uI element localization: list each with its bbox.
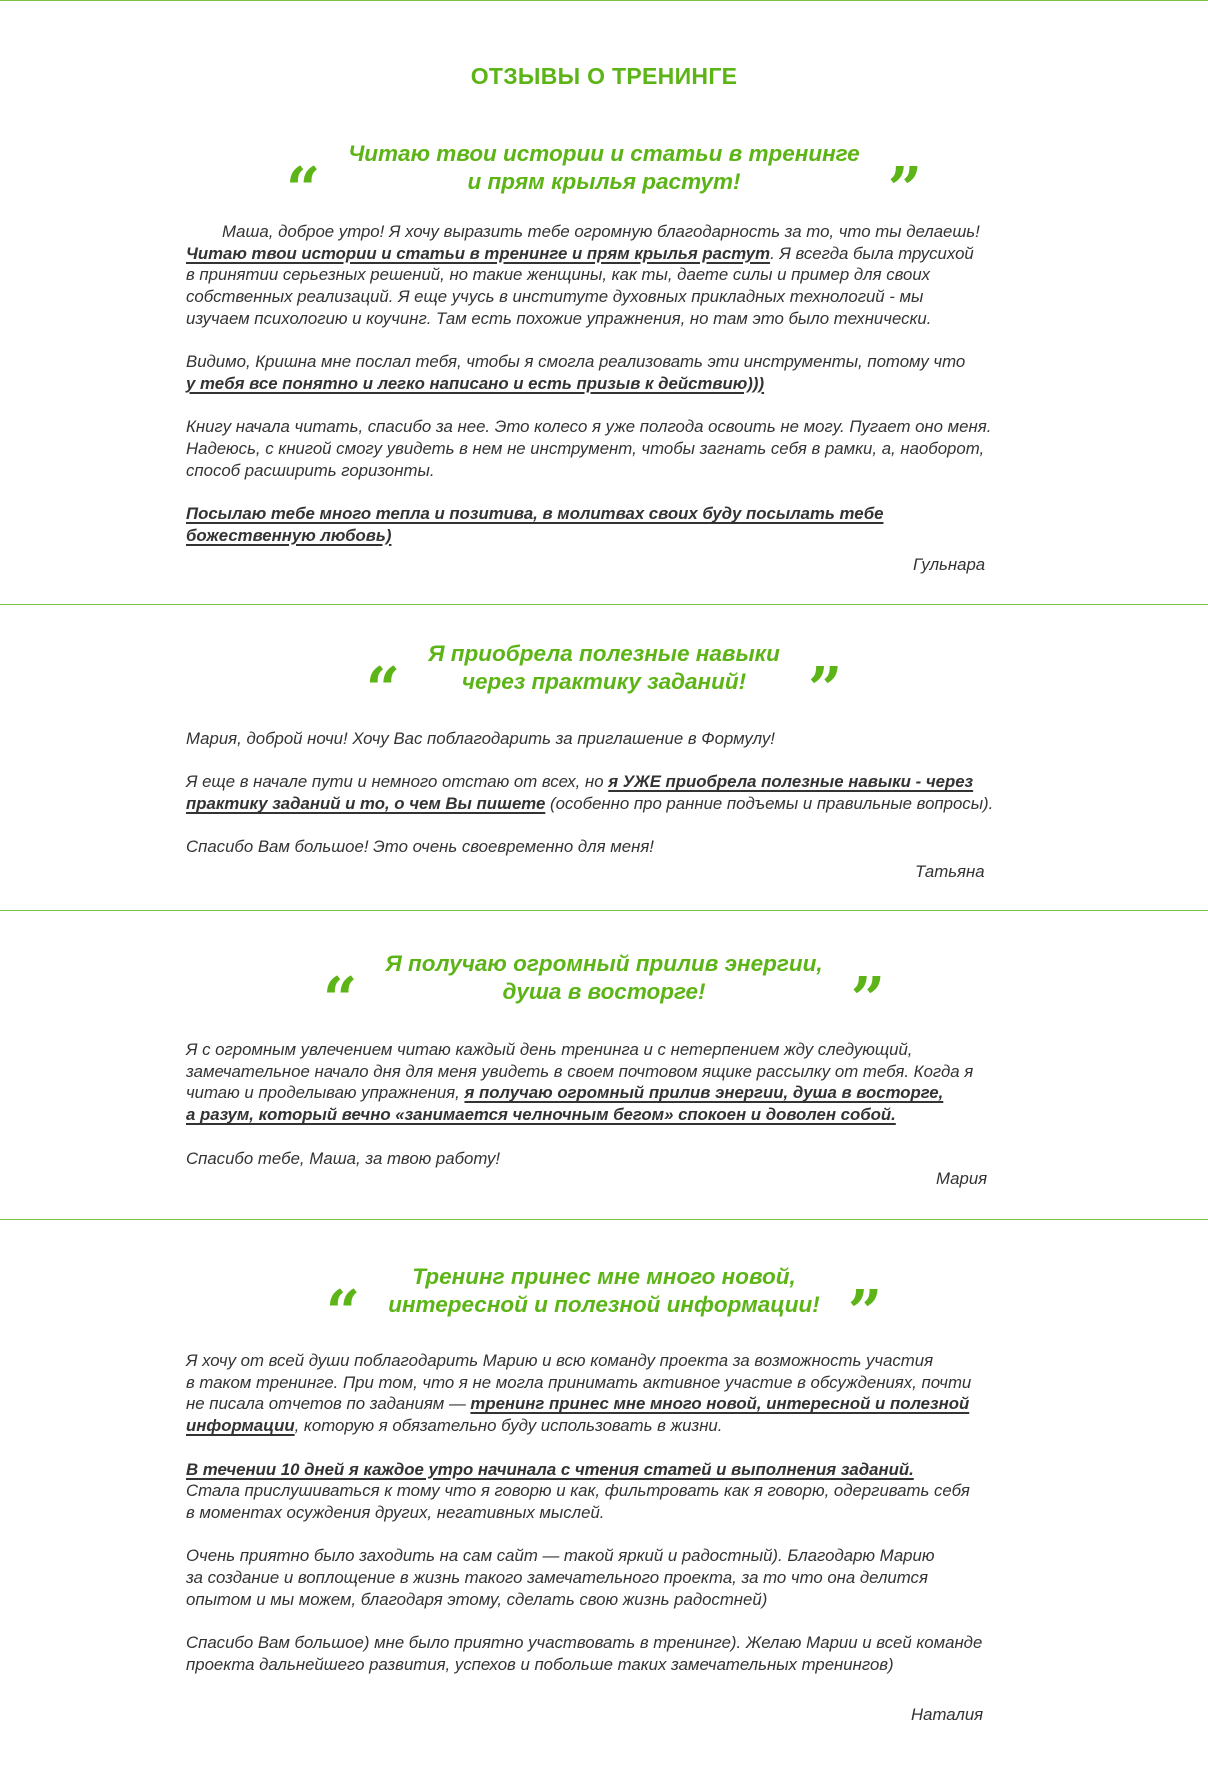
close-quote-icon: ” [850,965,886,1035]
close-quote-icon: ” [847,1278,883,1348]
close-quote-icon: ” [807,655,843,725]
page-title: ОТЗЫВЫ О ТРЕНИНГЕ [470,63,738,89]
open-quote-icon: “ [325,1278,361,1348]
review-body [186,728,1066,858]
close-quote-icon: ” [887,155,923,225]
review-paragraph: Я еще в начале пути и немного отстаю от всех, но я УЖЕ приобрела полезные навыки - через практику заданий и то, о чем Вы пишете (особенно про ранние подъемы и правильные вопросы). [186,772,994,814]
review-author: Гульнара [913,555,986,574]
headline-line: через практику заданий! [461,669,747,694]
highlight-text: тренинг принес мне много новой, интересной и полезной [470,1394,970,1414]
section-divider [0,1219,1208,1220]
highlight-text: информации [186,1416,295,1436]
open-quote-icon: “ [365,655,401,725]
highlight-text: я получаю огромный прилив энергии, душа в восторге, [464,1083,944,1103]
review-headline [0,640,1208,725]
headline-line: и прям крылья растут! [467,169,741,194]
review-paragraph: В течении 10 дней я каждое утро начинала с чтения статей и выполнения заданий. Стала прислушиваться к тому что я говорю и как, фильтровать как я говорю, одергивать себя в моментах осуждения других, негативных мыслей. [186,1459,970,1522]
review-paragraph: Я хочу от всей души поблагодарить Марию и всю команду проекта за возможность участия в таком тренинге. При том, что я не могла принимать активное участие в обсуждениях, почти не писала отчетов по заданиям — тренинг принес мне много новой, интересной и полезной информации, которую я обязательно буду использовать в жизни. [186,1351,972,1436]
review-paragraph: Очень приятно было заходить на сам сайт — такой яркий и радостный). Благодарю Марию за создание и воплощение в жизнь такого замечательного проекта, за то что она делится опытом и мы можем, благодаря этому, сделать свою жизнь радостней) [186,1546,935,1609]
review-paragraph: Я с огромным увлечением читаю каждый день тренинга и с нетерпением жду следующий, замечательное начало дня для меня увидеть в своем почтовом ящике рассылку от тебя. Когда я читаю и проделываю упражнения, я получаю огромный прилив энергии, душа в восторге, а разум, который вечно «занимается челночным бегом» спокоен и доволен собой. [186,1040,974,1125]
headline-line: Я приобрела полезные навыки [428,641,780,666]
open-quote-icon: “ [322,965,358,1035]
review-headline [0,140,1208,225]
highlight-text: практику заданий и то, о чем Вы пишете [186,794,546,814]
review-body [186,1039,1066,1169]
headline-line: Читаю твои истории и статьи в тренинге [348,141,860,166]
review-author: Мария [936,1169,988,1188]
review-paragraph [186,503,1066,546]
review-paragraph: Маша, доброе утро! Я хочу выразить тебе огромную благодарность за то, что ты делаешь! Читаю твои истории и статьи в тренинге и прям крылья растут. Я всегда была трусихой в принятии серьезных решений, но такие женщины, как ты, даете силы и пример для своих собственных реализаций. Я еще учусь в институте духовных прикладных технологий - мы изучаем психологию и коучинг. Там есть похожие упражнения, но там это было технически. [186,222,980,328]
review-paragraph: Видимо, Кришна мне послал тебя, чтобы я смогла реализовать эти инструменты, потому что у тебя все понятно и легко написано и есть призыв к действию))) [186,352,966,393]
highlight-text: у тебя все понятно и легко написано и есть призыв к действию))) [186,373,765,393]
highlight-text: Посылаю тебе много тепла и позитива, в молитвах своих буду посылать тебе [186,504,884,524]
review-paragraph: Мария, доброй ночи! Хочу Вас поблагодарить за приглашение в Формулу! [186,729,775,748]
review-body [186,1350,1066,1676]
highlight-text: В течении 10 дней я каждое утро начинала с чтения статей и выполнения заданий. [186,1459,914,1479]
section-divider [0,910,1208,911]
review-paragraph: Спасибо тебе, Маша, за твою работу! [186,1148,501,1168]
top-divider [0,0,1208,1]
highlight-text: Читаю твои истории и статьи в тренинге и прям крылья растут [186,243,771,263]
open-quote-icon: “ [285,155,321,225]
section-divider [0,604,1208,605]
headline-line: Тренинг принес мне много новой, [412,1264,796,1289]
review-headline [0,1263,1208,1348]
headline-line: душа в восторге! [502,979,706,1004]
review-body [186,221,1066,547]
highlight-text: божественную любовь) [186,525,392,545]
review-author: Татьяна [915,862,985,881]
review-paragraph: Спасибо Вам большое) мне было приятно участвовать в тренинге). Желаю Марии и всей команде проекта дальнейшего развития, успехов и побольше таких замечательных тренингов) [186,1633,983,1674]
review-headline [0,950,1208,1035]
highlight-text: я УЖЕ приобрела полезные навыки - через [608,772,974,792]
headline-line: интересной и полезной информации! [388,1292,820,1317]
review-paragraph: Спасибо Вам большое! Это очень своевременно для меня! [186,837,654,857]
headline-line: Я получаю огромный прилив энергии, [385,951,823,976]
review-author: Наталия [911,1705,984,1724]
highlight-text: а разум, который вечно «занимается челночным бегом» спокоен и доволен собой. [186,1105,896,1125]
review-paragraph: Книгу начала читать, спасибо за нее. Это колесо я уже полгода освоить не могу. Пугает оно меня. Надеюсь, с книгой смогу увидеть в нем не инструмент, чтобы загнать себя в рамки, а, наоборот, способ расширить горизонты. [186,417,992,480]
